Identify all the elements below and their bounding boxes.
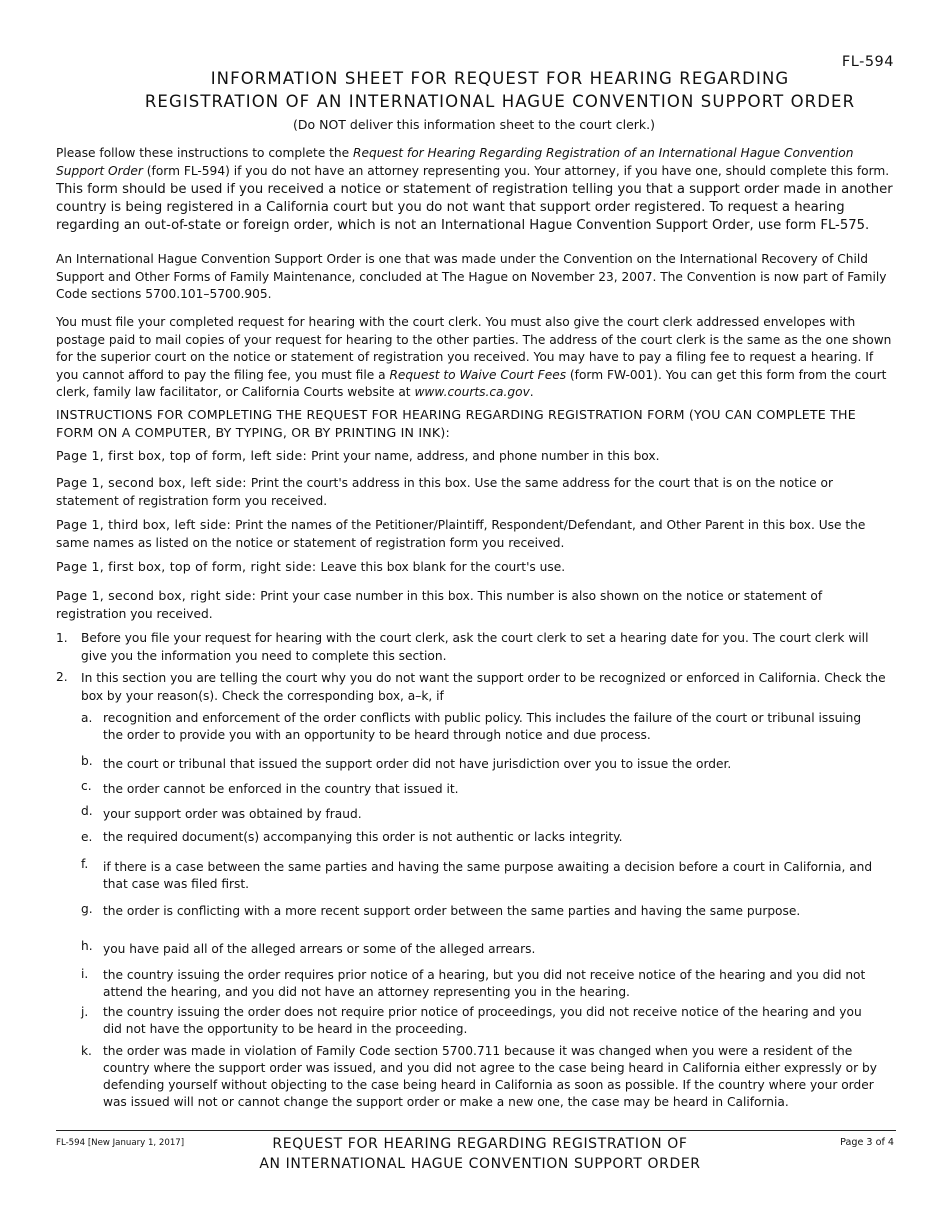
item-number: 2. <box>56 670 68 684</box>
box-instruction <box>56 587 896 623</box>
subtitle: (Do NOT deliver this information sheet to the court clerk.) <box>292 117 655 132</box>
reason-text: recognition and enforcement of the order conflicts with public policy. This includes the failure of the court or tribunal issuing the order to provide you with an opportunity to be heard through notice and due process. <box>103 711 862 742</box>
item-text: In this section you are telling the court why you do not want the support order to be recognized or enforced in California. Check the box by your reason(s). Check the corresponding box, a–k, if <box>81 671 886 703</box>
intro-p4-text-end: . <box>529 385 534 399</box>
reason-text: the country issuing the order does not require prior notice of proceedings, you did not receive notice of the hearing and you did not have the opportunity to be heard in the proceeding. <box>103 1005 862 1036</box>
box-instruction-label: Page 1, first box, top of form, right side: <box>56 559 321 574</box>
reason-text: you have paid all of the alleged arrears or some of the alleged arrears. <box>103 942 536 956</box>
title-line-2: REGISTRATION OF AN INTERNATIONAL HAGUE CONVENTION SUPPORT ORDER <box>144 92 856 111</box>
footer-title-line-1: REQUEST FOR HEARING REGARDING REGISTRATION OF <box>272 1136 688 1152</box>
reason-letter: b. <box>81 754 93 768</box>
box-instruction-text: Print your case number in this box. This number is also shown on the notice or statement of registration you received. <box>56 589 823 621</box>
intro-paragraph-1 <box>56 145 896 180</box>
reason-letter: d. <box>81 804 93 818</box>
reason-letter: c. <box>81 779 92 793</box>
reason-letter: i. <box>81 967 89 981</box>
reason-letter: h. <box>81 939 93 953</box>
box-instruction <box>56 516 896 552</box>
box-instruction <box>56 558 896 577</box>
page-number: Page 3 of 4 <box>840 1137 894 1148</box>
instructions-heading: INSTRUCTIONS FOR COMPLETING THE REQUEST FOR HEARING REGARDING REGISTRATION FORM (YOU CAN COMPLETE THE FORM ON A COMPUTER, BY TYPING, OR BY PRINTING IN INK): <box>56 407 856 440</box>
fee-waiver-form-reference: Request to Waive Court Fees <box>389 367 567 382</box>
box-instruction <box>56 474 896 510</box>
reason-text: the court or tribunal that issued the support order did not have jurisdiction over you to issue the order. <box>103 757 732 771</box>
reason-letter: a. <box>81 711 93 725</box>
reason-text: the order is conflicting with a more recent support order between the same parties and having the same purpose. <box>103 904 801 918</box>
reason-text: the order cannot be enforced in the country that issued it. <box>103 782 459 796</box>
box-instruction-label: Page 1, third box, left side: <box>56 517 236 532</box>
box-instruction-text: Print the court's address in this box. Use the same address for the court that is on the notice or statement of registration form you received. <box>56 476 833 508</box>
intro-p4-text: You must file your completed request for hearing with the court clerk. You must also give the court clerk addressed envelopes with postage paid to mail copies of your request for hearing to the other parties. The address of the court clerk is the same as the one shown for the superior court on the notice or statement of registration you received. You may have to pay a filing fee to request a hearing. If you cannot afford to pay the filing fee, you must file a <box>56 315 892 382</box>
reason-letter: f. <box>81 857 89 871</box>
footer-form-revision: FL-594 [New January 1, 2017] <box>56 1138 185 1148</box>
form-number: FL-594 <box>841 54 894 70</box>
box-instruction-text: Print the names of the Petitioner/Plaintiff, Respondent/Defendant, and Other Parent in this box. Use the same names as listed on the notice or statement of registration form you received. <box>56 518 866 550</box>
reason-letter: g. <box>81 902 93 916</box>
intro-paragraph-4 <box>56 314 896 402</box>
box-instruction-label: Page 1, second box, right side: <box>56 588 261 603</box>
item-number: 1. <box>56 631 68 645</box>
footer-title-line-2: AN INTERNATIONAL HAGUE CONVENTION SUPPORT ORDER <box>259 1156 701 1172</box>
reason-text: the country issuing the order requires prior notice of a hearing, but you did not receive notice of the hearing and you did not attend the hearing, and you did not have an attorney representing you in the hearing. <box>103 968 866 999</box>
reason-text: the order was made in violation of Family Code section 5700.711 because it was changed when you were a resident of the country where the support order was issued, and you did not agree to the case being heard in California either expressly or by defending yourself without objecting to the case being heard in California as soon as possible. If the country where your order was issued will not or cannot change the support order or make a new one, the case may be heard in California. <box>103 1044 877 1109</box>
reason-letter: j. <box>81 1005 89 1019</box>
intro-p4-text-mid: (form FW-001). You can get this form from the court clerk, family law facilitator, or California Courts website at <box>56 367 887 399</box>
item-text: Before you file your request for hearing with the court clerk, ask the court clerk to set a hearing date for you. The court clerk will give you the information you need to complete this section. <box>81 631 869 663</box>
intro-paragraph-2: This form should be used if you received a notice or statement of registration telling you that a support order made in another country is being registered in a California court but you do not want that support order registered. To request a hearing regarding an out-of-state or foreign order, which is not an International Hague Convention Support Order, use form FL-575. <box>56 182 893 233</box>
title-line-1: INFORMATION SHEET FOR REQUEST FOR HEARING REGARDING <box>210 69 790 88</box>
courts-website-link[interactable]: www.courts.ca.gov <box>414 385 530 399</box>
footer-divider <box>56 1130 896 1131</box>
box-instruction <box>56 447 896 466</box>
reason-letter: k. <box>81 1044 92 1058</box>
reason-letter: e. <box>81 830 93 844</box>
reason-text: the required document(s) accompanying this order is not authentic or lacks integrity. <box>103 830 623 844</box>
form-title-reference: Request for Hearing Regarding Registration of an International Hague Convention Support Order <box>56 146 854 178</box>
box-instruction-label: Page 1, second box, left side: <box>56 475 251 490</box>
box-instruction-text: Leave this box blank for the court's use. <box>320 560 566 574</box>
reason-text: your support order was obtained by fraud. <box>103 807 362 821</box>
intro-p1-text-end: (form FL-594) if you do not have an attorney representing you. Your attorney, if you have one, should complete this form. <box>142 163 890 178</box>
intro-paragraph-3: An International Hague Convention Support Order is one that was made under the Convention on the International Recovery of Child Support and Other Forms of Family Maintenance, concluded at The Hague on November 23, 2007. The Convention is now part of Family Code sections 5700.101–5700.905. <box>56 252 887 301</box>
box-instruction-text: Print your name, address, and phone number in this box. <box>311 449 660 463</box>
reason-text: if there is a case between the same parties and having the same purpose awaiting a decision before a court in California, and that case was filed first. <box>103 860 873 891</box>
intro-p1-text: Please follow these instructions to complete the <box>56 146 353 160</box>
box-instruction-label: Page 1, first box, top of form, left side: <box>56 448 312 463</box>
